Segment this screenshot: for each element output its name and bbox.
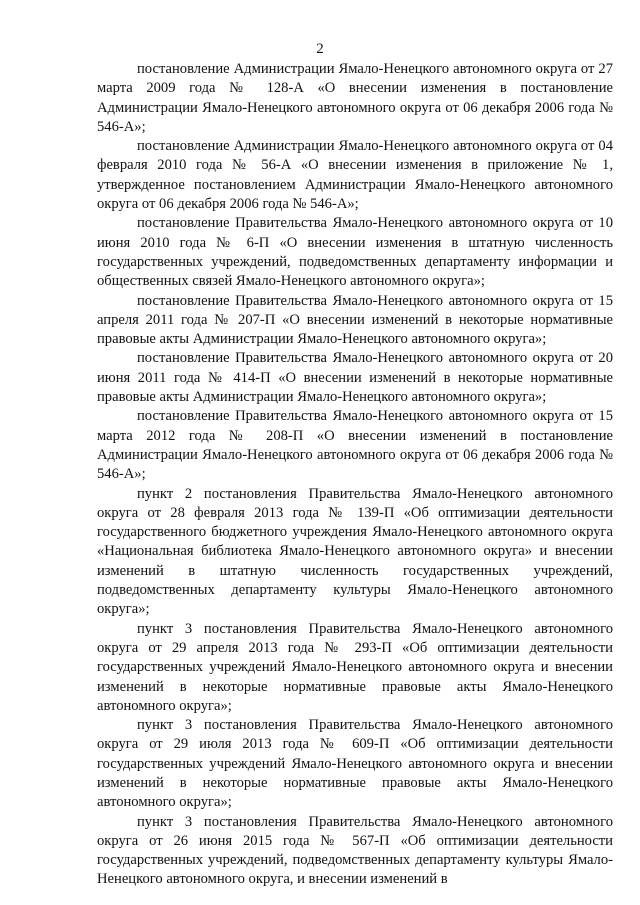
list-item: постановление Правительства Ямало-Ненецкого автономного округа от 15 марта 2012 года № 208-П «О внесении изменений в постановление Администрации Ямало-Ненецкого автономного округа от 06 декабря 2006 года № 546-А»; [97,408,613,483]
document-body [97,60,613,890]
list-item: постановление Администрации Ямало-Ненецкого автономного округа от 27 марта 2009 года № 128-А «О внесении изменения в постановление Администрации Ямало-Ненецкого автономного округа от 06 декабря 2006 года № 546-А»; [97,61,613,135]
list-item: пункт 3 постановления Правительства Ямало-Ненецкого автономного округа от 26 июня 2015 года № 567-П «Об оптимизации деятельности государственных учреждений, подведомственных департаменту культуры Ямало-Ненецкого автономного округа, и внесении изменений в [97,813,613,888]
list-item: пункт 3 постановления Правительства Ямало-Ненецкого автономного округа от 29 июля 2013 года № 609-П «Об оптимизации деятельности государственных учреждений Ямало-Ненецкого автономного округа и внесении изменений в некоторые нормативные правовые акты Ямало-Ненецкого автономного округа»; [97,717,613,811]
list-item: постановление Правительства Ямало-Ненецкого автономного округа от 15 апреля 2011 года № 207-П «О внесении изменений в некоторые нормативные правовые акты Администрации Ямало-Ненецкого автономного округа»; [97,292,613,348]
list-item: постановление Администрации Ямало-Ненецкого автономного округа от 04 февраля 2010 года № 56-А «О внесении изменения в приложение № 1, утвержденное постановлением Администрации Ямало-Ненецкого автономного округа от 06 декабря 2006 года № 546-А»; [97,138,613,213]
list-item: пункт 2 постановления Правительства Ямало-Ненецкого автономного округа от 28 февраля 2013 года № 139-П «Об оптимизации деятельности государственного бюджетного учреждения Ямало-Ненецкого автономного округа «Национальная библиотека Ямало-Ненецкого автономного округа» и внесении изменений в штатную численность государственных учреждений, подведомственных департаменту культуры Ямало-Ненецкого автономного округа»; [97,485,613,618]
page-number: 2 [316,41,324,57]
list-item: постановление Правительства Ямало-Ненецкого автономного округа от 10 июня 2010 года № 6-П «О внесении изменения в штатную численность государственных учреждений, подведомственных департаменту информации и общественных связей Ямало-Ненецкого автономного округа»; [97,215,613,290]
list-item: пункт 3 постановления Правительства Ямало-Ненецкого автономного округа от 29 апреля 2013 года № 293-П «Об оптимизации деятельности государственных учреждений Ямало-Ненецкого автономного округа и внесении изменений в некоторые нормативные правовые акты Ямало-Ненецкого автономного округа»; [97,620,613,714]
list-item: постановление Правительства Ямало-Ненецкого автономного округа от 20 июня 2011 года № 414-П «О внесении изменений в некоторые нормативные правовые акты Администрации Ямало-Ненецкого автономного округа»; [97,350,613,406]
